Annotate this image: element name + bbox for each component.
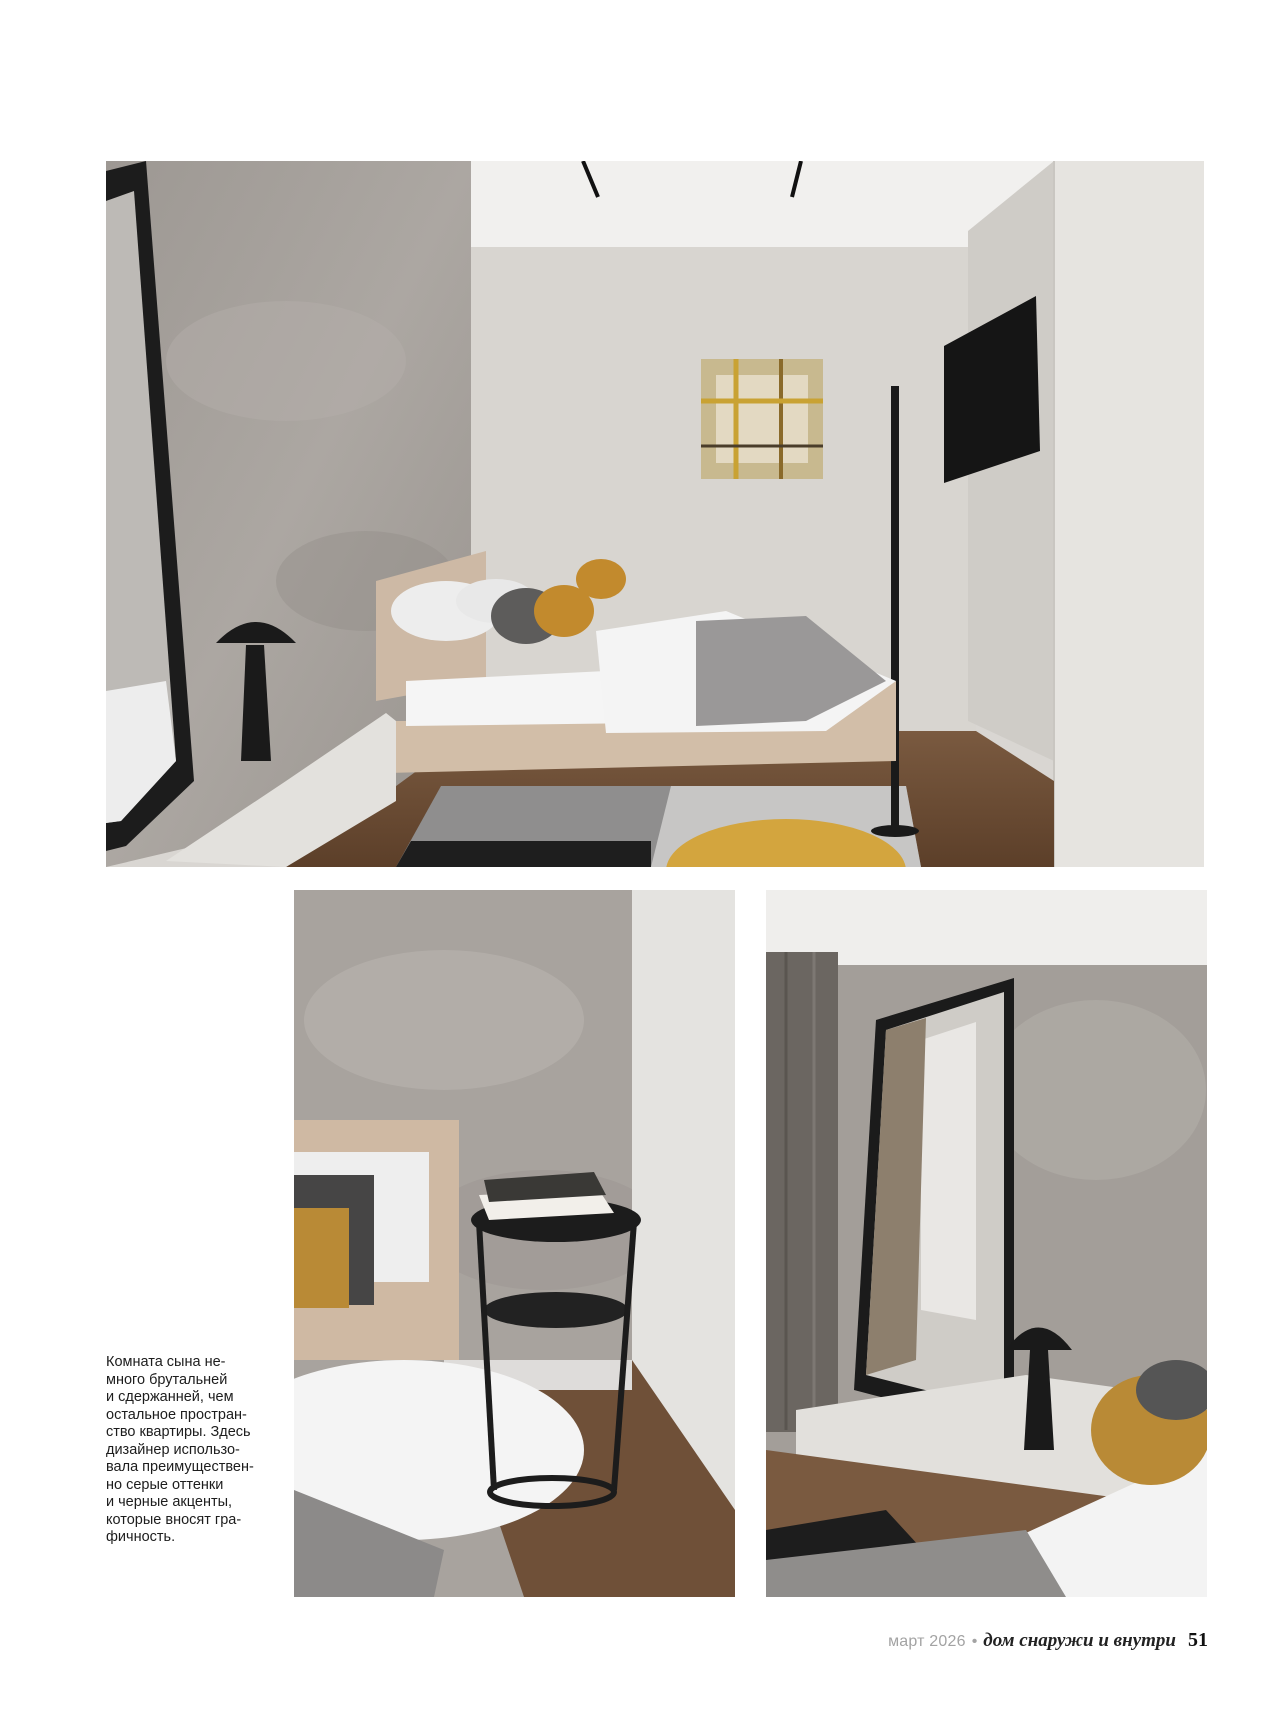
page-footer [888,1629,1208,1655]
footer-separator: • [971,1633,978,1650]
bedroom-photo-main [106,161,1204,867]
nightstand-illustration [294,890,735,1597]
magazine-title: дом снаружи и внутри [983,1630,1176,1651]
bedroom-illustration [106,161,1204,867]
issue-date: март 2026 [888,1633,966,1650]
photo-caption: Комната сына не- много брутальней и сдержанней, чем остальное простран- ство квартиры. Здесь дизайнер использо- вала преимуществен- но серые оттенки и черные акценты, которые вносят гра- фичность. [106,1354,254,1545]
nightstand-photo [294,890,735,1597]
mirror-photo [766,890,1207,1597]
page-number: 51 [1188,1629,1208,1651]
mirror-illustration [766,890,1207,1597]
